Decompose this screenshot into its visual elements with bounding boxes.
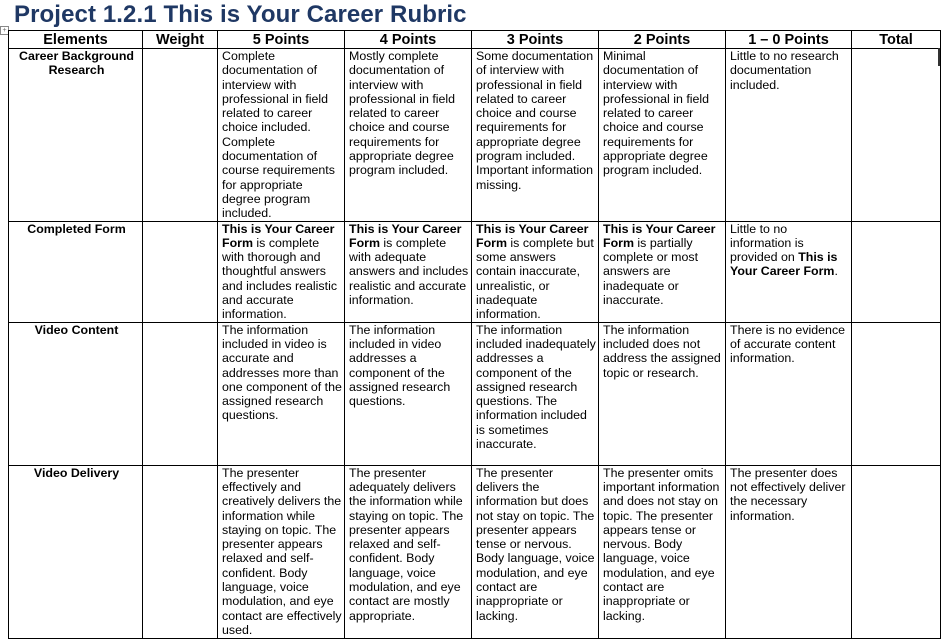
criteria-text: is complete with adequate answers and includes realistic and accurate information.: [349, 235, 469, 308]
criteria-cell: The information included in video is accurate and addresses more than one component of the assigned research questions.: [218, 322, 345, 465]
criteria-cell: Some documentation of interview with professional in field related to career choice and course requirements for appropriate degree program included. Important information missing.: [472, 49, 599, 222]
form-name: This is Your Career Form: [349, 221, 462, 250]
criteria-cell: [726, 221, 852, 322]
criteria-cell: The presenter delivers the information but does not stay on topic. The presenter appears tense or nervous. Body language, voice modulation, and eye contact are inappropriate or lacking.: [472, 465, 599, 638]
criteria-cell: Complete documentation of interview with professional in field related to career choice included. Complete documentation of course requirements for appropriate degree program included.: [218, 49, 345, 222]
header-5-points: 5 Points: [218, 31, 345, 49]
element-career-background-research: Career Background Research: [9, 49, 143, 222]
table-row: [9, 322, 941, 465]
rubric-table: [8, 30, 941, 639]
element-video-content: Video Content: [9, 322, 143, 465]
criteria-cell: The presenter effectively and creatively delivers the information while staying on topic. The presenter appears relaxed and self-confident. Body language, voice modulation, and eye contact are effectively used.: [218, 465, 345, 638]
header-2-points: 2 Points: [599, 31, 726, 49]
criteria-cell: Mostly complete documentation of interview with professional in field related to career choice and course requirements for appropriate degree program included.: [345, 49, 472, 222]
criteria-text: .: [834, 264, 838, 279]
criteria-cell: The information included in video addresses a component of the assigned research questions.: [345, 322, 472, 465]
criteria-cell: [345, 221, 472, 322]
total-cell[interactable]: [852, 322, 941, 465]
total-cell[interactable]: [852, 221, 941, 322]
table-row: [9, 465, 941, 638]
header-weight: Weight: [143, 31, 218, 49]
table-move-handle-icon[interactable]: +: [0, 26, 9, 35]
form-name: This is Your Career Form: [730, 250, 838, 279]
criteria-cell: The presenter does not effectively deliver the necessary information.: [726, 465, 852, 638]
total-cell[interactable]: [852, 49, 941, 222]
header-4-points: 4 Points: [345, 31, 472, 49]
weight-cell[interactable]: [143, 221, 218, 322]
weight-cell[interactable]: [143, 49, 218, 222]
table-resize-handle[interactable]: [938, 48, 940, 66]
criteria-cell: The presenter omits important information and does not stay on topic. The presenter appears tense or nervous. Body language, voice modulation, and eye contact are inappropriate or lacking.: [599, 465, 726, 638]
element-video-delivery: Video Delivery: [9, 465, 143, 638]
criteria-text: is complete but some answers contain inaccurate, unrealistic, or inadequate information.: [476, 235, 594, 322]
criteria-cell: The information included inadequately addresses a component of the assigned research questions. The information included is sometimes inaccurate.: [472, 322, 599, 465]
element-completed-form: Completed Form: [9, 221, 143, 322]
criteria-cell: Little to no research documentation included.: [726, 49, 852, 222]
table-row: [9, 49, 941, 222]
criteria-text: is partially complete or most answers are inadequate or inaccurate.: [603, 235, 699, 308]
header-total: Total: [852, 31, 941, 49]
criteria-cell: [599, 221, 726, 322]
criteria-cell: There is no evidence of accurate content information.: [726, 322, 852, 465]
table-row: [9, 221, 941, 322]
criteria-text: Little to no information is provided on: [730, 221, 804, 265]
criteria-cell: The information included does not address the assigned topic or research.: [599, 322, 726, 465]
criteria-text: is complete with thorough and thoughtful answers and includes realistic and accurate information.: [222, 235, 338, 322]
header-1-0-points: 1 – 0 Points: [726, 31, 852, 49]
header-3-points: 3 Points: [472, 31, 599, 49]
criteria-cell: Minimal documentation of interview with professional in field related to career choice and course requirements for appropriate degree program included.: [599, 49, 726, 222]
header-elements: Elements: [9, 31, 143, 49]
criteria-cell: [218, 221, 345, 322]
form-name: This is Your Career Form: [603, 221, 716, 250]
weight-cell[interactable]: [143, 465, 218, 638]
form-name: This is Your Career Form: [476, 221, 589, 250]
criteria-cell: [472, 221, 599, 322]
page-title: Project 1.2.1 This is Your Career Rubric: [14, 1, 467, 28]
total-cell[interactable]: [852, 465, 941, 638]
form-name: This is Your Career Form: [222, 221, 335, 250]
criteria-cell: The presenter adequately delivers the information while staying on topic. The presenter appears relaxed and self-confident. Body language, voice modulation, and eye contact are mostly appropriate.: [345, 465, 472, 638]
header-row: [9, 31, 941, 49]
weight-cell[interactable]: [143, 322, 218, 465]
